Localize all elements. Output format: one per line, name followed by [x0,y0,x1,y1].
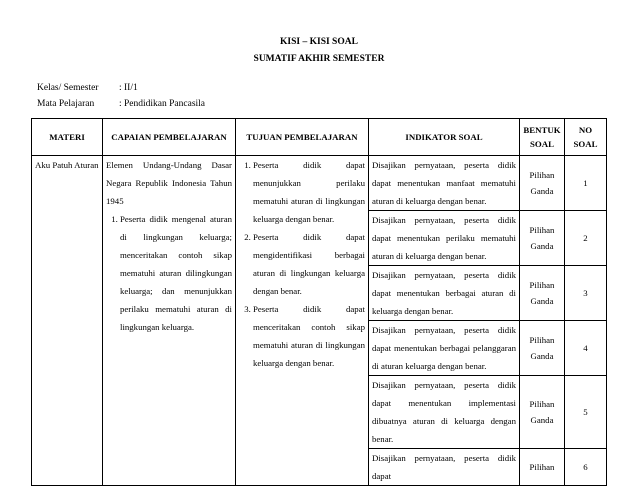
indikator-cell: Disajikan pernyataan, peserta didik dapat menentukan manfaat mematuhi aturan di keluarga dengan benar. [369,156,520,211]
list-item: 2. Peserta didik dapat mengidentifikasi berbagai aturan di lingkungan keluarga dengan benar. [253,228,365,300]
header-capaian: CAPAIAN PEMBELAJARAN [103,119,236,156]
kisi-table [31,118,607,486]
bentuk-cell: Pilihan [520,449,565,486]
bentuk-cell: Pilihan Ganda [520,266,565,321]
header-tujuan: TUJUAN PEMBELAJARAN [236,119,369,156]
capaian-cell [103,156,236,486]
bentuk-cell: Pilihan Ganda [520,321,565,376]
indikator-cell: Disajikan pernyataan, peserta didik dapat menentukan implementasi dibuatnya aturan di keluarga dengan benar. [369,376,520,449]
tujuan-list [239,156,365,372]
bentuk-cell: Pilihan Ganda [520,376,565,449]
no-cell: 6 [565,449,607,486]
no-cell: 1 [565,156,607,211]
header-bentuk: BENTUK SOAL [520,119,565,156]
no-cell: 5 [565,376,607,449]
capaian-list [106,210,232,336]
no-cell: 4 [565,321,607,376]
meta-mapel [37,99,205,109]
table-header-row [32,119,607,156]
indikator-cell: Disajikan pernyataan, peserta didik dapat menentukan perilaku mematuhi aturan di keluarga dengan benar. [369,211,520,266]
meta-kelas-value: : II/1 [119,83,138,93]
list-item: 1. Peserta didik dapat menunjukkan perilaku mematuhi aturan di lingkungan keluarga dengan benar. [253,156,365,228]
bentuk-cell: Pilihan Ganda [520,211,565,266]
meta-mapel-value: : Pendidikan Pancasila [119,99,206,109]
indikator-cell: Disajikan pernyataan, peserta didik dapat menentukan berbagai pelanggaran di aturan keluarga dengan benar. [369,321,520,376]
indikator-cell: Disajikan pernyataan, peserta didik dapat [369,449,520,486]
tujuan-cell [236,156,369,486]
header-indikator: INDIKATOR SOAL [369,119,520,156]
header-materi: MATERI [32,119,103,156]
header-no: NO SOAL [565,119,607,156]
indikator-cell: Disajikan pernyataan, peserta didik dapat menentukan berbagai aturan di keluarga dengan benar. [369,266,520,321]
document-subtitle: SUMATIF AKHIR SEMESTER [253,54,385,64]
bentuk-cell: Pilihan Ganda [520,156,565,211]
document-title: KISI – KISI SOAL [280,37,358,47]
no-cell: 2 [565,211,607,266]
materi-cell: Aku Patuh Aturan [32,156,103,486]
meta-kelas-label: Kelas/ Semester [37,83,99,93]
meta-mapel-label: Mata Pelajaran [37,99,95,109]
capaian-intro: Elemen Undang-Undang Dasar Negara Republik Indonesia Tahun 1945 [106,160,232,206]
meta-kelas [37,83,138,93]
list-item: 3. Peserta didik dapat menceritakan contoh sikap mematuhi aturan di lingkungan keluarga dengan benar. [253,300,365,372]
list-item: 1. Peserta didik mengenal aturan di lingkungan keluarga; menceritakan contoh sikap mematuhi aturan dilingkungan keluarga; dan menunjukkan perilaku mematuhi aturan di lingkungan keluarga. [120,210,232,336]
no-cell: 3 [565,266,607,321]
table-row [32,156,607,211]
